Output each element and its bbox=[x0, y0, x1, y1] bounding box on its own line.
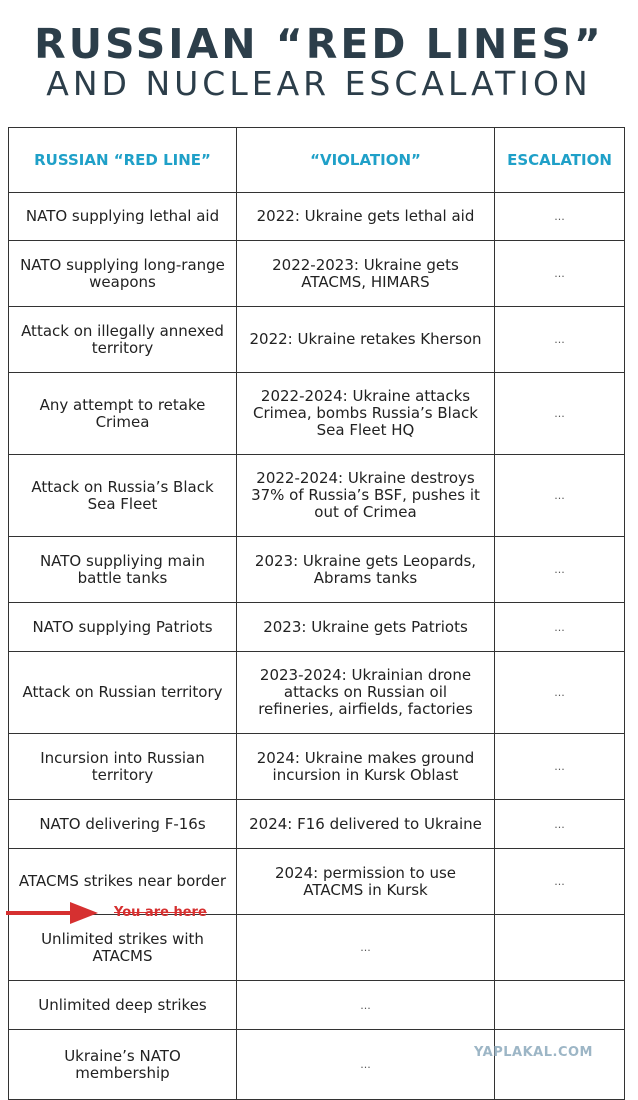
red-line-cell: NATO delivering F-16s bbox=[9, 800, 237, 849]
violation-cell: 2024: Ukraine makes ground incursion in Kursk Oblast bbox=[237, 734, 495, 800]
red-lines-table bbox=[8, 127, 625, 1100]
red-line-cell: Attack on illegally annexed territory bbox=[9, 307, 237, 373]
escalation-cell bbox=[495, 915, 625, 981]
header-violation: “VIOLATION” bbox=[237, 128, 495, 193]
escalation-cell: ... bbox=[495, 734, 625, 800]
escalation-cell bbox=[495, 1030, 625, 1100]
red-line-cell: NATO supplying lethal aid bbox=[9, 193, 237, 241]
violation-cell: ... bbox=[237, 915, 495, 981]
escalation-cell: ... bbox=[495, 537, 625, 603]
red-line-cell: NATO suppliying main battle tanks bbox=[9, 537, 237, 603]
escalation-cell: ... bbox=[495, 373, 625, 455]
title-line-2: AND NUCLEAR ESCALATION bbox=[46, 64, 592, 103]
escalation-cell: ... bbox=[495, 800, 625, 849]
table-row bbox=[9, 915, 625, 981]
red-line-cell: Unlimited strikes with ATACMS bbox=[9, 915, 237, 981]
table-row bbox=[9, 1030, 625, 1100]
table-row bbox=[9, 652, 625, 734]
red-line-cell: NATO supplying long-range weapons bbox=[9, 241, 237, 307]
red-arrow-icon bbox=[4, 901, 100, 925]
violation-cell: 2023: Ukraine gets Leopards, Abrams tanks bbox=[237, 537, 495, 603]
violation-cell: 2022-2023: Ukraine gets ATACMS, HIMARS bbox=[237, 241, 495, 307]
escalation-cell: ... bbox=[495, 652, 625, 734]
escalation-cell bbox=[495, 981, 625, 1030]
violation-cell: ... bbox=[237, 981, 495, 1030]
table-row bbox=[9, 734, 625, 800]
escalation-cell: ... bbox=[495, 849, 625, 915]
table-row bbox=[9, 455, 625, 537]
you-are-here-label: You are here bbox=[114, 905, 207, 920]
red-line-cell: Incursion into Russian territory bbox=[9, 734, 237, 800]
escalation-cell: ... bbox=[495, 307, 625, 373]
header-escalation: ESCALATION bbox=[495, 128, 625, 193]
watermark: YAPLAKAL.COM bbox=[474, 1045, 593, 1060]
violation-cell: 2024: F16 delivered to Ukraine bbox=[237, 800, 495, 849]
violation-cell: 2022-2024: Ukraine destroys 37% of Russia’s BSF, pushes it out of Crimea bbox=[237, 455, 495, 537]
red-line-cell: Ukraine’s NATO membership bbox=[9, 1030, 237, 1100]
red-line-cell: Attack on Russian territory bbox=[9, 652, 237, 734]
table-row bbox=[9, 981, 625, 1030]
table-row bbox=[9, 537, 625, 603]
table-row bbox=[9, 849, 625, 915]
table-row bbox=[9, 373, 625, 455]
escalation-cell: ... bbox=[495, 603, 625, 652]
violation-cell: ... bbox=[237, 1030, 495, 1100]
escalation-cell: ... bbox=[495, 455, 625, 537]
table-row bbox=[9, 241, 625, 307]
red-line-cell: Unlimited deep strikes bbox=[9, 981, 237, 1030]
violation-cell: 2023-2024: Ukrainian drone attacks on Russian oil refineries, airfields, factories bbox=[237, 652, 495, 734]
violation-cell: 2024: permission to use ATACMS in Kursk bbox=[237, 849, 495, 915]
violation-cell: 2022: Ukraine retakes Kherson bbox=[237, 307, 495, 373]
violation-cell: 2023: Ukraine gets Patriots bbox=[237, 603, 495, 652]
table-row bbox=[9, 307, 625, 373]
violation-cell: 2022-2024: Ukraine attacks Crimea, bombs Russia’s Black Sea Fleet HQ bbox=[237, 373, 495, 455]
red-line-cell: NATO supplying Patriots bbox=[9, 603, 237, 652]
table-row bbox=[9, 800, 625, 849]
red-line-cell: ATACMS strikes near border bbox=[9, 849, 237, 915]
red-line-cell: Attack on Russia’s Black Sea Fleet bbox=[9, 455, 237, 537]
escalation-cell: ... bbox=[495, 241, 625, 307]
table-header-row bbox=[9, 128, 625, 193]
escalation-cell: ... bbox=[495, 193, 625, 241]
title-line-1: RUSSIAN “RED LINES” bbox=[34, 20, 604, 68]
violation-cell: 2022: Ukraine gets lethal aid bbox=[237, 193, 495, 241]
header-red-line: RUSSIAN “RED LINE” bbox=[9, 128, 237, 193]
red-line-cell: Any attempt to retake Crimea bbox=[9, 373, 237, 455]
table-row bbox=[9, 193, 625, 241]
table-row bbox=[9, 603, 625, 652]
